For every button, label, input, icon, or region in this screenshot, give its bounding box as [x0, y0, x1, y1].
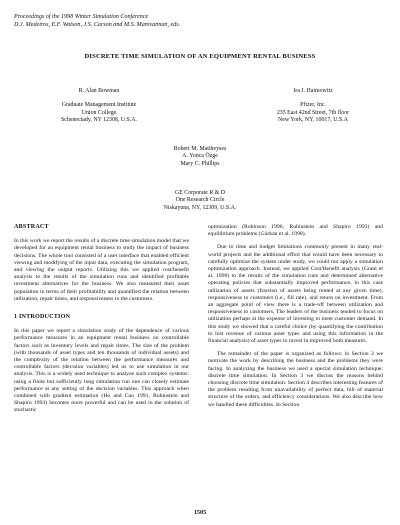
paper-title: DISCRETE TIME SIMULATION OF AN EQUIPMENT RENTAL BUSINESS	[84, 53, 316, 60]
affiliation-line: Schenectady, NY 12308, U.S.A.	[61, 116, 137, 123]
author-name: R. Alan Bowman	[78, 88, 120, 94]
affiliation-line: One Research Circle	[175, 197, 225, 204]
author-name: Mary C. Phillips	[180, 160, 220, 167]
author-bowman	[24, 88, 174, 124]
abstract-text: In this work we report the results of a discrete time simulation model that we developed for an equipment rental business to study the impact of business decisions. The whole tool consisted of a user interface that enabled efficient viewing and modifying of the input data, executing the simulation program, and viewing the output reports. Utilizing this we applied cost/benefit analysis to the results of the simulation runs and identified profitable investment alternatives for the business. We also measured their asset population in terms of their profitability and quantified the relation between utilization, repair times, and responsiveness to the customers.	[14, 238, 190, 302]
introduction-text: In this paper we report a simulation study of the dependence of various performance measures in an equipment rental business on controllable factors such as inventory levels and repair times. The size of the problem (with thousands of asset types and ten thousands of individual assets) and the complexity of the relation between the performance measures and controllable factors (decision variables) led us to use simulation in our analysis. This is a widely used technique to analyze such complex systems: using a finite but sufficiently long simulation run one can closely estimate performance at any setting of the decision variables. This approach when combined with gradient estimation (Ho and Cao 1991, Rubinstein and Shapiro 1993) becomes more powerful and can be used in the solution of stochastic	[14, 328, 189, 414]
right-column	[208, 224, 383, 415]
affiliation-ge	[120, 190, 280, 212]
affiliation-line: Graduate Management Institute	[61, 102, 137, 109]
affiliation-line: Pfizer, Inc.	[300, 102, 326, 109]
proceedings-header	[14, 13, 344, 29]
affiliation-line: Niskayuna, NY, 12309, U.S.A.	[163, 204, 237, 211]
page-number: 1505	[193, 509, 207, 516]
proceedings-line-1: Proceedings of the 1998 Winter Simulation Conference	[14, 14, 149, 20]
left-column	[14, 224, 189, 421]
author-name: Robert M. Mattheyses	[173, 146, 227, 152]
proceedings-editors: D.J. Medeiros, E.F. Watson, J.S. Carson and M.S. Manivannan, eds.	[14, 22, 181, 28]
affiliation-line: Union College	[81, 109, 117, 116]
author-name: A. Yonca Özge	[182, 153, 218, 160]
affiliation-line: 235 East 42nd Street, 7th floor	[276, 109, 350, 116]
affiliation-line: GE Corporate R & D	[174, 190, 226, 196]
abstract-heading: ABSTRACT	[14, 224, 49, 230]
author-name: Ira J. Haimowitz	[293, 88, 333, 94]
paragraph: optimization (Robinson 1996, Rubinstein and Shapiro 1993) and equilibrium problems (Gürkan et al. 1998).	[208, 224, 383, 238]
author-haimowitz	[238, 88, 388, 124]
paragraph: Due to time and budget limitations commonly present in many real-world projects and the additional effort that would have been necessary to carefully optimize the system under study, we could not apply a simulation optimization approach. Instead, we applied Cost/Benefit analysis (Grant et al. 1990) to the results of the simulation runs and determined alternative operating policies that substantially improved performance, in this case utilization of assets (fraction of assets being rented at any given time), responsiveness to customers (i.e., fill rate), and return on investment. From an aggregate point of view there is a trade-off between utilization and responsiveness to customers. The leaders of the business tended to focus on utilization perhaps at the expense of investing to meet customer demand. In this study we showed that a careful choice (by quantifying the contribution to lost revenue of various asset types and using this information in the financial analysis) of asset types to invest in improved both measures.	[208, 244, 383, 345]
affiliation-line: New York, NY, 10017, U.S.A	[278, 116, 348, 123]
introduction-heading: 1 INTRODUCTION	[14, 314, 71, 321]
authors-ge-group	[120, 146, 280, 168]
paragraph: The remainder of the paper is organized as follows: in Section 2 we motivate the work by describing the business and the problems they were facing. In analyzing the business we used a special simulation technique: discrete time simulation. In Section 3 we discuss the reasons behind choosing discrete time simulation. Section 4 describes interesting features of the problem resulting from unavailability of perfect data, bill of material structure of the orders, and efficiency considerations. We also describe how we handled these difficulties. In Section	[208, 351, 383, 408]
